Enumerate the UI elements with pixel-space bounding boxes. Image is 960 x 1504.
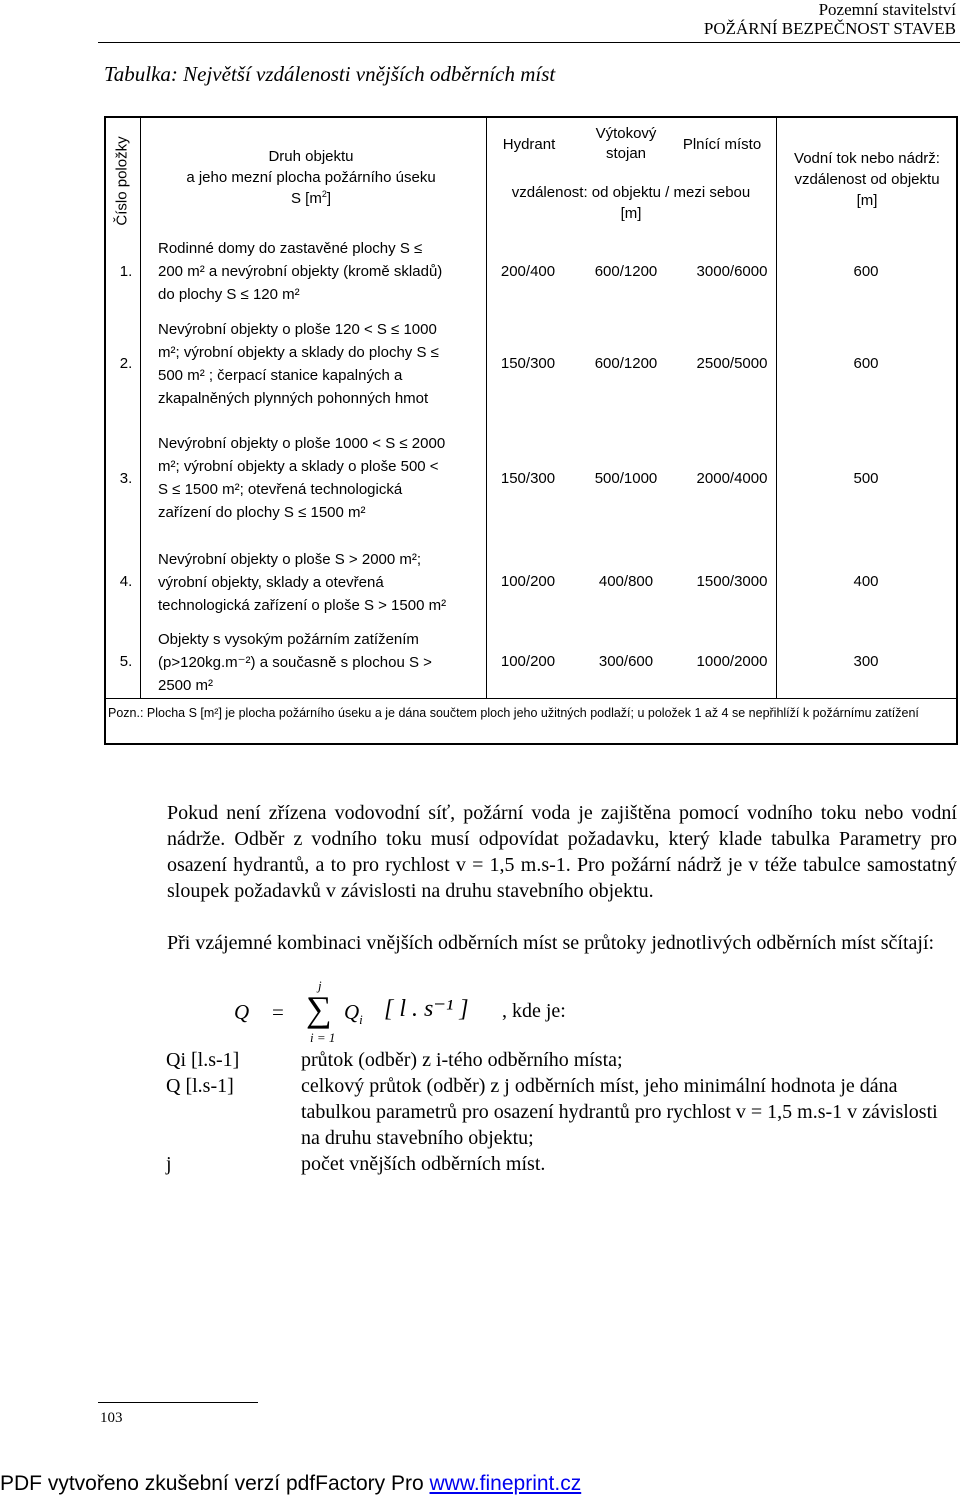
row-description: Rodinné domy do zastavěné plochy S ≤ 200 m² a nevýrobní objekty (kromě skladů) do plochy S ≤ 120 m² — [158, 240, 443, 303]
legend-symbol-j: j — [166, 1153, 172, 1175]
header-object-type: Druh objektu a jeho mezní plocha požárního úseku S $[m^2]$ — [186, 148, 436, 207]
formula-sum-bottom: i = 1 — [310, 1030, 336, 1045]
row-number: 2. — [119, 355, 133, 372]
header-rule — [98, 42, 960, 43]
col-divider — [486, 118, 487, 698]
hydrant-distance: 150/300 — [500, 355, 556, 372]
header-stand: Výtokový stojan — [595, 125, 657, 162]
hydrant-distance: 150/300 — [500, 470, 556, 487]
water-distance: 500 — [853, 470, 879, 487]
fill-distance: 2500/5000 — [696, 355, 768, 372]
row-number: 5. — [119, 653, 133, 670]
pdf-footer — [0, 1472, 581, 1496]
table-caption: Tabulka: Největší vzdálenosti vnějších odběrních míst — [104, 62, 556, 86]
page-number: 103 — [100, 1410, 123, 1426]
water-distance: 300 — [853, 653, 879, 670]
fill-distance: 1000/2000 — [696, 653, 768, 670]
header-distance: vzdálenost: od objektu / mezi sebou [m] — [511, 184, 751, 222]
stand-distance: 300/600 — [598, 653, 654, 670]
header-line-2: POŽÁRNÍ BEZPEČNOST STAVEB — [703, 19, 956, 38]
water-distance: 600 — [853, 263, 879, 280]
col-divider — [140, 118, 141, 698]
fill-distance: 1500/3000 — [696, 573, 768, 590]
header-item-number: Číslo položky — [113, 136, 131, 226]
note-divider — [106, 698, 956, 699]
fill-distance: 3000/6000 — [696, 263, 768, 280]
header-water-source: Vodní tok nebo nádrž: vzdálenost od objektu [m] — [794, 150, 940, 209]
row-description: Nevýrobní objekty o ploše 1000 < S ≤ 2000 m²; výrobní objekty a sklady o ploše 500 < S ≤ 1500 m²; otevřená technologická zařízení do plochy S ≤ 1500 m² — [158, 435, 446, 521]
row-description: Nevýrobní objekty o ploše 120 < S ≤ 1000 m²; výrobní objekty a sklady do plochy S ≤ 500 m² ; čerpací stanice kapalných a zkapalněných plynných pohonných hmot — [158, 321, 439, 407]
legend-desc-q: celkový průtok (odběr) z j odběrních míst, jeho minimální hodnota je dána tabulkou parametrů pro osazení hydrantů pro rychlost v = 1,5 m.s-1 v závislosti na druhu stavebního objektu; — [301, 1075, 938, 1149]
row-number: 1. — [119, 263, 133, 280]
legend-desc-qi: průtok (odběr) z i-tého odběrního místa; — [301, 1049, 623, 1071]
formula-sum-top: j — [318, 978, 322, 993]
water-distance: 400 — [853, 573, 879, 590]
formula-lhs: Q — [234, 1000, 250, 1024]
stand-distance: 600/1200 — [594, 263, 658, 280]
hydrant-distance: 200/400 — [500, 263, 556, 280]
formula-tail: , kde je: — [502, 1000, 566, 1022]
hydrant-distance: 100/200 — [500, 653, 556, 670]
formula-term: $Q_i$ — [344, 1000, 363, 1028]
running-header — [704, 0, 956, 38]
col-divider — [776, 118, 777, 698]
header-line-1: Pozemní stavitelství — [818, 0, 956, 19]
page-number-rule — [98, 1402, 258, 1403]
legend-desc-j: počet vnějších odběrních míst. — [301, 1153, 546, 1175]
formula-equals: = — [272, 1000, 284, 1024]
stand-distance: 500/1000 — [594, 470, 658, 487]
header-hydrant: Hydrant — [502, 136, 556, 153]
footer-link[interactable]: www.fineprint.cz — [429, 1472, 582, 1495]
flow-sum-formula — [230, 978, 690, 1045]
table-note: Pozn.: Plocha S [m²] je plocha požárního úseku a je dána součtem ploch jeho užitných podlaží; u položek 1 až 4 se nepřihlíží k požárnímu zatížení — [108, 706, 919, 720]
water-distance: 600 — [853, 355, 879, 372]
stand-distance: 600/1200 — [594, 355, 658, 372]
row-description: Nevýrobní objekty o ploše S > 2000 m²; výrobní objekty, sklady a otevřená technologická zařízení o ploše S > 1500 m² — [158, 551, 447, 614]
legend-symbol-qi: Qi [l.s-1] — [166, 1049, 240, 1071]
paragraph-water-source: Pokud není zřízena vodovodní síť, požární voda je zajištěna pomocí vodního toku nebo vodní nádrže. Odběr z vodního toku musí odpovídat požadavku, který klade tabulka Parametry pro osazení hydrantů, a to pro rychlost v = 1,5 m.s-1. Pro požární nádrž je v téže tabulce samostatný sloupek požadavků v závislosti na druhu stavebního objektu. — [167, 802, 957, 902]
paragraph-combination: Při vzájemné kombinaci vnějších odběrních míst se průtoky jednotlivých odběrních míst sčítají: — [167, 932, 935, 954]
legend-symbol-q: Q [l.s-1] — [166, 1075, 234, 1097]
hydrant-distance: 100/200 — [500, 573, 556, 590]
row-number: 3. — [119, 470, 133, 487]
footer-text: PDF vytvořeno zkušební verzí pdfFactory Pro — [0, 1472, 430, 1495]
row-number: 4. — [119, 573, 133, 590]
row-description: Objekty s vysokým požárním zatížením (p>120kg.m⁻²) a současně s plochou S > 2500 m² — [158, 631, 432, 694]
sum-icon: ∑ — [306, 989, 332, 1029]
formula-unit: [ l . s⁻¹ ] — [384, 996, 469, 1022]
fill-distance: 2000/4000 — [696, 470, 768, 487]
header-filling-point: Plnící místo — [682, 136, 762, 153]
stand-distance: 400/800 — [598, 573, 654, 590]
distance-table — [104, 116, 958, 745]
